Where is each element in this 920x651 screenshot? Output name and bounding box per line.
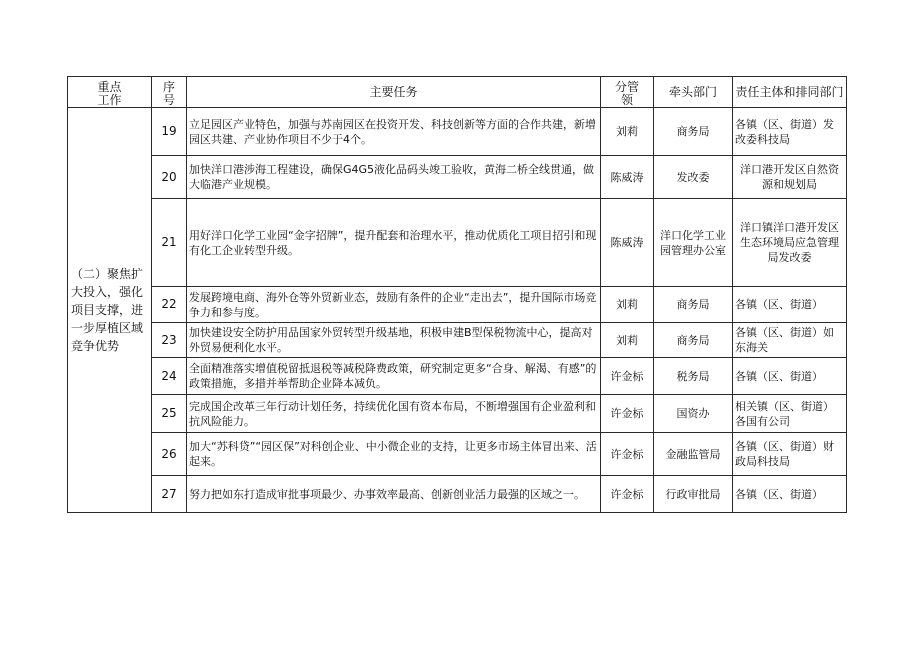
header-seq bbox=[152, 77, 187, 108]
lead-dept-cell: 金融监管局 bbox=[654, 433, 733, 476]
table-row bbox=[68, 433, 847, 476]
leader-cell: 刘莉 bbox=[601, 108, 654, 156]
header-lead-dept: 牵头部门 bbox=[654, 77, 733, 108]
responsible-cell: 各镇（区、街道） bbox=[733, 476, 847, 513]
leader-cell: 许金标 bbox=[601, 358, 654, 395]
header-leader bbox=[601, 77, 654, 108]
seq-cell: 25 bbox=[152, 395, 187, 433]
task-cell: 加快建设安全防护用品国家外贸转型升级基地，积极申建B型保税物流中心，提高对外贸易便利化水平。 bbox=[187, 323, 601, 358]
lead-dept-cell: 商务局 bbox=[654, 287, 733, 323]
responsible-cell: 各镇（区、街道）如东海关 bbox=[733, 323, 847, 358]
seq-cell: 22 bbox=[152, 287, 187, 323]
lead-dept-cell: 行政审批局 bbox=[654, 476, 733, 513]
seq-cell: 27 bbox=[152, 476, 187, 513]
task-cell: 加快洋口港涉海工程建设，确保G4G5液化品码头竣工验收，黄海二桥全线贯通，做大临港产业规模。 bbox=[187, 156, 601, 199]
lead-dept-cell: 发改委 bbox=[654, 156, 733, 199]
task-cell: 立足园区产业特色，加强与苏南园区在投资开发、科技创新等方面的合作共建，新增园区共建、产业协作项目不少于4个。 bbox=[187, 108, 601, 156]
lead-dept-cell: 洋口化学工业园管理办公室 bbox=[654, 199, 733, 287]
header-seq-line2: 号 bbox=[162, 93, 175, 107]
header-focus-line2: 工作 bbox=[97, 93, 122, 107]
table-row bbox=[68, 156, 847, 199]
responsible-cell: 相关镇（区、街道）各国有公司 bbox=[733, 395, 847, 433]
leader-cell: 许金标 bbox=[601, 433, 654, 476]
responsible-cell: 洋口镇洋口港开发区生态环境局应急管理局发改委 bbox=[733, 199, 847, 287]
table-row bbox=[68, 323, 847, 358]
category-cell: （二）聚焦扩大投入，强化项目支撑，进一步厚植区域竞争优势 bbox=[68, 108, 152, 513]
responsible-cell: 各镇（区、街道）发改委科技局 bbox=[733, 108, 847, 156]
header-leader-line2: 领 bbox=[620, 93, 633, 107]
table-row bbox=[68, 108, 847, 156]
responsible-cell: 各镇（区、街道） bbox=[733, 287, 847, 323]
lead-dept-cell: 商务局 bbox=[654, 323, 733, 358]
leader-cell: 陈威涛 bbox=[601, 199, 654, 287]
table-row bbox=[68, 476, 847, 513]
table-row bbox=[68, 199, 847, 287]
seq-cell: 24 bbox=[152, 358, 187, 395]
task-cell: 努力把如东打造成审批事项最少、办事效率最高、创新创业活力最强的区域之一。 bbox=[187, 476, 601, 513]
responsible-cell: 洋口港开发区自然资源和规划局 bbox=[733, 156, 847, 199]
task-cell: 发展跨境电商、海外仓等外贸新业态，鼓励有条件的企业“走出去”，提升国际市场竞争力和参与度。 bbox=[187, 287, 601, 323]
leader-cell: 许金标 bbox=[601, 395, 654, 433]
table-row bbox=[68, 287, 847, 323]
header-focus-work bbox=[68, 77, 152, 108]
responsible-cell: 各镇（区、街道）财政局科技局 bbox=[733, 433, 847, 476]
seq-cell: 20 bbox=[152, 156, 187, 199]
header-focus-line1: 重点 bbox=[97, 80, 122, 94]
seq-cell: 26 bbox=[152, 433, 187, 476]
lead-dept-cell: 税务局 bbox=[654, 358, 733, 395]
leader-cell: 刘莉 bbox=[601, 287, 654, 323]
table-row bbox=[68, 358, 847, 395]
lead-dept-cell: 国资办 bbox=[654, 395, 733, 433]
lead-dept-cell: 商务局 bbox=[654, 108, 733, 156]
header-responsible: 责任主体和排同部门 bbox=[733, 77, 847, 108]
leader-cell: 许金标 bbox=[601, 476, 654, 513]
task-cell: 加大“苏科贷”“园区保”对科创企业、中小微企业的支持，让更多市场主体冒出来、活起来。 bbox=[187, 433, 601, 476]
task-cell: 用好洋口化学工业园“金字招牌”，提升配套和治理水平，推动优质化工项目招引和现有化工企业转型升级。 bbox=[187, 199, 601, 287]
header-main-task: 主要任务 bbox=[187, 77, 601, 108]
table-row bbox=[68, 395, 847, 433]
task-table bbox=[67, 76, 847, 513]
header-row bbox=[68, 77, 847, 108]
header-seq-line1: 序 bbox=[162, 80, 175, 94]
leader-cell: 陈威涛 bbox=[601, 156, 654, 199]
header-leader-line1: 分管 bbox=[614, 80, 639, 94]
seq-cell: 19 bbox=[152, 108, 187, 156]
task-cell: 全面精准落实增值税留抵退税等减税降费政策，研究制定更多“合身、解渴、有感”的政策措施，多措并举帮助企业降本减负。 bbox=[187, 358, 601, 395]
responsible-cell: 各镇（区、街道） bbox=[733, 358, 847, 395]
task-cell: 完成国企改革三年行动计划任务，持续优化国有资本布局，不断增强国有企业盈利和抗风险能力。 bbox=[187, 395, 601, 433]
leader-cell: 刘莉 bbox=[601, 323, 654, 358]
seq-cell: 23 bbox=[152, 323, 187, 358]
seq-cell: 21 bbox=[152, 199, 187, 287]
